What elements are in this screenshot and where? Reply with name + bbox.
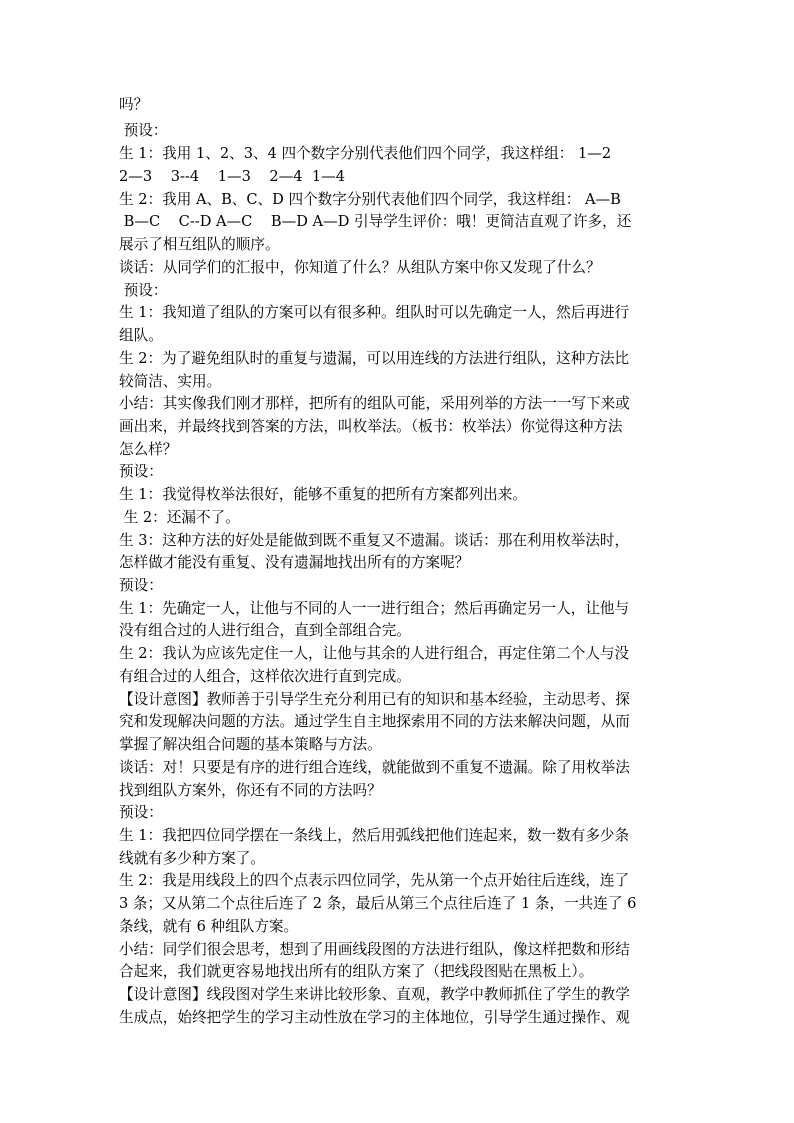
text-line: 2—3 3--4 1—3 2—4 1—4 (119, 168, 346, 185)
text-line: 找到组队方案外，你还有不同的方法吗？ (119, 782, 382, 799)
text-line: 生 2：为了避免组队时的重复与遗漏，可以用连线的方法进行组队，这种方法比 (119, 350, 630, 367)
text-line: 生 2：还漏不了。 (119, 509, 240, 526)
text-line: 没有组合过的人进行组合，直到全部组合完。 (119, 622, 411, 639)
text-line: 展示了相互组队的顺序。 (119, 236, 280, 253)
text-line: 生 1：我知道了组队的方案可以有很多种。组队时可以先确定一人，然后再进行 (119, 304, 630, 321)
text-line: 合起来，我们就更容易地找出所有的组队方案了（把线段图贴在黑板上）。 (119, 963, 594, 980)
text-line: 生 2：我是用线段上的四个点表示四位同学，先从第一个点开始往后连线，连了 (119, 872, 630, 889)
text-line: B—C C--D A—C B—D A—D 引导学生评价：哦！更简洁直观了许多，还 (119, 213, 632, 230)
text-line: 掌握了解决组合问题的基本策略与方法。 (119, 736, 382, 753)
text-line: 预设： (119, 577, 163, 594)
text-line: 预设： (119, 282, 168, 299)
text-line: 吗？ (119, 96, 149, 113)
text-line: 线就有多少种方案了。 (119, 850, 265, 867)
text-line: 生 1：先确定一人，让他与不同的人一一进行组合；然后再确定另一人，让他与 (119, 600, 630, 617)
text-line: 小结：其实像我们刚才那样，把所有的组队可能，采用列举的方法一一写下来或 (119, 395, 630, 412)
text-line: 【设计意图】线段图对学生来讲比较形象、直观，教学中教师抓住了学生的教学 (119, 986, 630, 1003)
text-line: 画出来，并最终找到答案的方法，叫枚举法。（板书：枚举法）你觉得这种方法 (119, 418, 623, 435)
text-line: 生 1：我把四位同学摆在一条线上，然后用弧线把他们连起来，数一数有多少条 (119, 827, 630, 844)
text-line: 谈话：从同学们的汇报中，你知道了什么？从组队方案中你又发现了什么？ (119, 259, 601, 276)
text-line: 怎么样？ (119, 441, 178, 458)
text-line: 生 2：我认为应该先定住一人，让他与其余的人进行组合，再定住第二个人与没 (119, 645, 630, 662)
text-line: 预设： (119, 122, 168, 139)
text-line: 有组合过的人组合，这样依次进行直到完成。 (119, 668, 411, 685)
text-line: 生成点，始终把学生的学习主动性放在学习的主体地位，引导学生通过操作、观 (119, 1009, 630, 1026)
text-line: 生 3：这种方法的好处是能做到既不重复又不遗漏。谈话：那在利用枚举法时， (119, 532, 630, 549)
text-line: 生 1：我用 1、2、3、4 四个数字分别代表他们四个同学，我这样组： 1—2 (119, 145, 612, 162)
text-line: 组队。 (119, 327, 163, 344)
text-line: 较简洁、实用。 (119, 373, 222, 390)
text-line: 3 条；又从第二个点往后连了 2 条，最后从第三个点往后连了 1 条，一共连了 6 (119, 895, 637, 912)
text-line: 生 2：我用 A、B、C、D 四个数字分别代表他们四个同学，我这样组： A—B (119, 191, 621, 208)
text-line: 【设计意图】教师善于引导学生充分利用已有的知识和基本经验，主动思考、探 (119, 691, 630, 708)
text-line: 预设： (119, 463, 163, 480)
text-line: 怎样做才能没有重复、没有遗漏地找出所有的方案呢？ (119, 554, 470, 571)
text-line: 究和发现解决问题的方法。通过学生自主地探索用不同的方法来解决问题，从而 (119, 713, 630, 730)
text-line: 条线，就有 6 种组队方案。 (119, 918, 299, 935)
text-line: 小结：同学们很会思考，想到了用画线段图的方法进行组队，像这样把数和形结 (119, 941, 630, 958)
text-line: 生 1：我觉得枚举法很好，能够不重复的把所有方案都列出来。 (119, 486, 527, 503)
text-line: 预设： (119, 804, 163, 821)
text-line: 谈话：对！只要是有序的进行组合连线，就能做到不重复不遗漏。除了用枚举法 (119, 759, 630, 776)
